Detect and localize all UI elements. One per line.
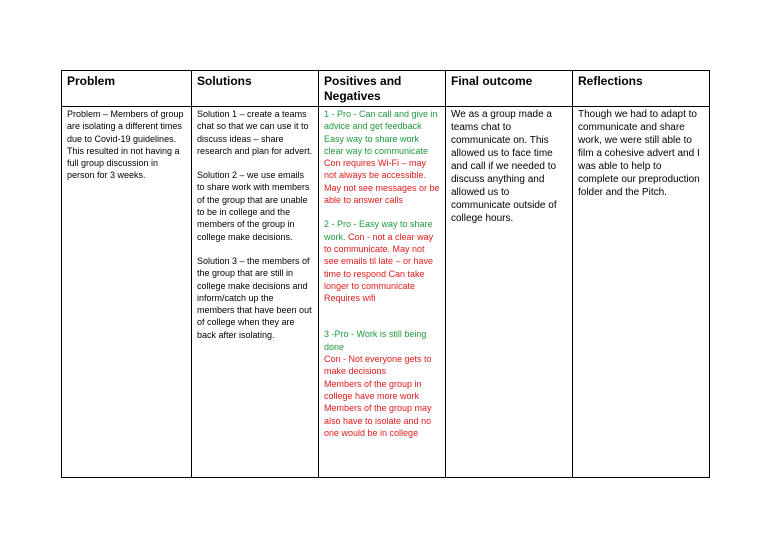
- solutions-cell: [192, 107, 319, 478]
- solution-3-text: Solution 3 – the members of the group that are still in college make decisions and inform/catch up the members that have been out of college when they are back after isolating.: [197, 255, 312, 340]
- s2-pro: 2 - Pro - Easy way to share work.: [324, 219, 433, 242]
- solution-2-text: Solution 2 – we use emails to share work with members of the group that are unable to be in college and the members of the group in college make decisions.: [197, 170, 310, 242]
- s1-con-1: Con requires Wi-Fi – may not always be accessible.: [324, 158, 427, 181]
- reflection-table: [61, 70, 710, 478]
- reflections-cell: [573, 107, 710, 478]
- reflections-text: Though we had to adapt to communicate and share work, we were still able to film a cohesive advert and I was able to help to complete our preproduction folder and the Pitch.: [578, 109, 700, 198]
- content-row: [62, 107, 710, 478]
- s1-pro-1: 1 - Pro - Can call and give in advice and get feedback: [324, 109, 438, 132]
- header-problem: Problem: [62, 71, 192, 107]
- s2-con: Con - not a clear way to communicate. May not see emails til late – or have time to respond Can take longer to communicate Requires wifi: [324, 231, 434, 304]
- header-reflections: Reflections: [573, 71, 710, 107]
- final-outcome-text: We as a group made a teams chat to communicate on. This allowed us to face time and call if we needed to discuss anything and allowed us to communicate outside of college hours.: [451, 109, 557, 224]
- s3-con-3: Members of the group may also have to isolate and no one would be in college: [324, 403, 432, 438]
- solution-1-text: Solution 1 – create a teams chat so that we can use it to discuss ideas – share research and plan for advert.: [197, 109, 313, 156]
- s3-pro-2: done: [324, 341, 345, 352]
- header-row: [62, 71, 710, 107]
- s3-con-1: Con - Not everyone gets to make decisions: [324, 354, 432, 377]
- s1-pro-2: Easy way to share work: [324, 133, 420, 144]
- header-solutions: Solutions: [192, 71, 319, 107]
- s1-pro-3: clear way to communicate: [324, 145, 429, 156]
- s2-pros-cons: [324, 218, 440, 304]
- header-positives-negatives: Positives and Negatives: [319, 71, 446, 107]
- s1-con-2: May not see messages or be able to answer calls: [324, 182, 440, 206]
- s3-con-2: Members of the group in college have more work: [324, 378, 422, 401]
- positives-negatives-cell: [319, 107, 446, 478]
- final-outcome-cell: [446, 107, 573, 478]
- s3-pro-1: 3 -Pro - Work is still being: [324, 329, 427, 340]
- header-final-outcome: Final outcome: [446, 71, 573, 107]
- problem-cell: [62, 107, 192, 478]
- problem-text: Problem – Members of group are isolating a different times due to Covid-19 guidelines. This resulted in not having a full group discussion in person for 3 weeks.: [67, 109, 184, 181]
